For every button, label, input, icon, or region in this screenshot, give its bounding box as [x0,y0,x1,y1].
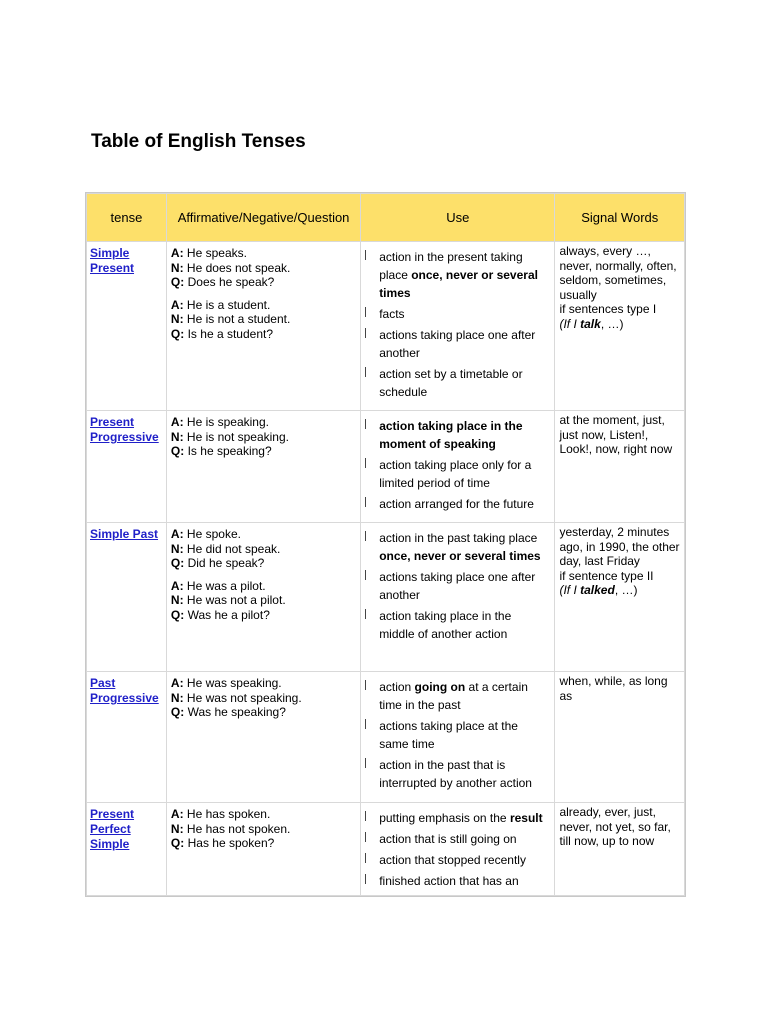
header-forms: Affirmative/Negative/Question [167,194,360,241]
signal-example [559,317,680,332]
signal-words: already, ever, just, never, not yet, so far, till now, up to now [559,805,671,848]
form-label: Q: [170,444,185,458]
tense-cell [87,523,166,671]
form-group [171,807,356,851]
signal-words-cell [555,242,684,410]
form-sentence: Has he spoken? [184,836,275,850]
header-signal-words: Signal Words [555,194,684,241]
signal-words-cell [555,803,684,895]
form-sentence: He has spoken. [183,807,271,821]
form-sentence: He is speaking. [183,415,269,429]
form-group [171,527,356,571]
form-sentence: He speaks. [183,246,247,260]
signal-words-cell [555,523,684,671]
signal-sentence-type: if sentences type I [559,302,657,316]
use-text-pre: action [379,680,415,694]
signal-words: always, every …, never, normally, often, seldom, sometimes, usually [559,244,677,302]
page-title: Table of English Tenses [91,131,306,152]
form-line [171,527,356,542]
use-text-pre: action in the past taking place [379,531,538,545]
use-item [379,248,548,302]
tense-link[interactable]: Simple Present [90,246,135,275]
form-sentence: Did he speak? [184,556,265,570]
form-line [171,542,356,557]
form-sentence: He is not speaking. [183,429,289,444]
form-line [171,246,356,261]
use-text-pre: action in the present taking place [379,250,523,282]
use-text-pre: actions taking place at the same time [379,719,518,751]
form-sentence: Is he a student? [184,326,273,341]
form-sentence: Does he speak? [184,275,275,289]
forms-cell [167,803,360,895]
form-sentence: He has not spoken. [183,821,291,836]
form-line [171,298,356,313]
use-item [379,305,548,323]
use-item [379,456,548,492]
form-sentence: He is a student. [183,297,271,312]
form-line [171,579,356,594]
form-sentence: He spoke. [183,527,241,541]
form-sentence: Is he speaking? [184,444,272,458]
signal-example-verb: talked [580,583,615,597]
form-label: Q: [170,275,185,289]
form-sentence: He was not speaking. [183,690,302,705]
form-label: A: [170,297,184,312]
form-group [171,415,356,459]
tenses-table [85,192,686,897]
form-label: Q: [170,607,185,622]
table-header-row [87,194,684,241]
tense-cell [87,672,166,802]
form-group [171,298,356,342]
form-label: A: [170,807,184,821]
signal-example-post: , …) [600,316,624,331]
signal-words-cell [555,411,684,522]
signal-example [559,583,680,598]
use-item [379,872,548,890]
form-label: N: [170,429,184,444]
use-cell [361,672,554,802]
form-group [171,579,356,623]
use-cell [361,242,554,410]
signal-words-cell [555,672,684,802]
use-item [379,417,548,453]
form-line [171,415,356,430]
form-line [171,836,356,851]
use-item [379,678,548,714]
use-text-bold: action taking place in the moment of speaking [379,419,523,451]
use-item [379,495,548,513]
signal-example-pre: (If I [559,316,581,331]
use-text-pre: action arranged for the future [379,497,534,511]
form-label: Q: [170,556,185,570]
form-label: N: [170,260,184,275]
form-line [171,444,356,459]
use-item [379,568,548,604]
form-sentence: He is not a student. [183,312,291,326]
form-line [171,691,356,706]
forms-cell [167,672,360,802]
use-text-pre: action taking place in the middle of another action [379,609,512,641]
use-item [379,529,548,565]
form-line [171,556,356,571]
use-item [379,607,548,643]
form-label: Q: [170,326,185,341]
tense-link[interactable]: Present Perfect Simple [90,807,135,851]
form-label: A: [170,578,184,593]
use-item [379,326,548,362]
signal-example-verb: talk [580,316,601,331]
use-text-pre: facts [379,307,405,321]
form-group [171,246,356,290]
form-line [171,593,356,608]
form-sentence: Was he speaking? [184,705,286,719]
use-text-pre: finished action that has an [379,874,519,888]
tense-link[interactable]: Present Progressive [90,415,159,444]
use-text-bold: result [509,811,543,825]
form-line [171,261,356,276]
use-text-pre: actions taking place one after another [379,328,536,360]
tense-cell [87,411,166,522]
table-row [87,242,684,410]
form-label: N: [170,593,184,607]
table-row [87,672,684,802]
form-sentence: He does not speak. [183,260,291,275]
use-text-pre: action taking place only for a limited period of time [379,458,532,490]
tense-link[interactable]: Simple Past [90,527,159,541]
form-sentence: He was a pilot. [183,578,266,593]
form-sentence: He did not speak. [183,541,281,556]
use-cell [361,803,554,895]
use-cell [361,411,554,522]
use-item [379,365,548,401]
form-label: N: [170,312,184,326]
table-row [87,411,684,522]
form-label: Q: [170,705,185,719]
use-item [379,830,548,848]
use-text-bold: once, never or several times [379,268,538,300]
signal-words: when, while, as long as [559,674,668,703]
use-text-bold: going on [414,680,466,694]
use-item [379,851,548,869]
use-text-pre: putting emphasis on the [379,811,510,825]
form-line [171,327,356,342]
form-label: Q: [170,836,185,850]
use-text-pre: action set by a timetable or schedule [379,367,523,399]
use-text-pre: actions taking place one after another [379,570,536,602]
form-label: A: [170,527,184,541]
forms-cell [167,242,360,410]
use-text-pre: action that stopped recently [379,853,526,867]
form-label: A: [170,246,184,260]
tense-link[interactable]: Past Progressive [90,676,159,705]
signal-sentence-type: if sentence type II [559,568,654,583]
form-label: A: [170,415,184,429]
use-item [379,717,548,753]
form-label: N: [170,821,184,836]
use-item [379,756,548,792]
tense-cell [87,803,166,895]
form-line [171,676,356,691]
use-cell [361,523,554,671]
table-row [87,523,684,671]
form-group [171,676,356,720]
form-label: N: [170,541,184,556]
use-text-pre: action in the past that is interrupted by another action [379,758,532,790]
form-sentence: Was he a pilot? [184,607,270,622]
tense-cell [87,242,166,410]
form-line [171,430,356,445]
use-text-post: at a certain time in the past [379,680,528,712]
form-line [171,822,356,837]
table-row [87,803,684,895]
form-line [171,705,356,720]
forms-cell [167,523,360,671]
signal-words: yesterday, 2 minutes ago, in 1990, the other day, last Friday [559,525,680,568]
form-line [171,807,356,822]
form-line [171,275,356,290]
header-use: Use [361,194,554,241]
use-text-bold: once, never or several times [379,549,541,563]
signal-example-pre: (If I [559,583,581,597]
form-line [171,312,356,327]
form-sentence: He was not a pilot. [183,593,286,607]
signal-example-post: , …) [614,583,638,597]
use-item [379,809,548,827]
form-label: A: [170,676,184,690]
signal-words: at the moment, just, just now, Listen!, Look!, now, right now [559,413,673,456]
form-line [171,608,356,623]
forms-cell [167,411,360,522]
form-sentence: He was speaking. [183,676,282,690]
header-tense: tense [87,194,166,241]
form-label: N: [170,690,184,705]
use-text-pre: action that is still going on [379,832,517,846]
